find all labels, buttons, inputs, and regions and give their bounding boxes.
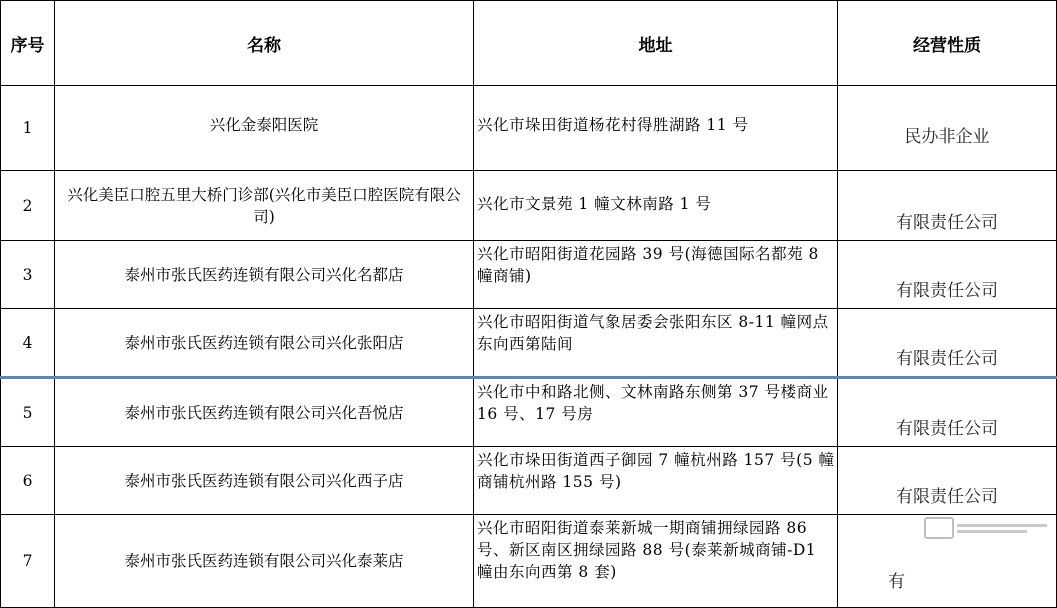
header-no: 序号	[1, 1, 55, 86]
cell-address: 兴化市昭阳街道花园路 39 号(海德国际名都苑 8 幢商铺)	[474, 241, 838, 309]
cell-address: 兴化市昭阳街道气象居委会张阳东区 8-11 幢网点东向西第陆间	[474, 309, 838, 378]
cell-type: 有限责任公司	[838, 171, 1057, 241]
cell-type: 有	[838, 515, 1057, 608]
cell-type: 有限责任公司	[838, 447, 1057, 515]
header-name: 名称	[55, 1, 474, 86]
watermark-text	[957, 524, 1047, 533]
table-row	[1, 86, 1057, 171]
cell-name: 兴化金泰阳医院	[55, 86, 474, 171]
cell-name: 泰州市张氏医药连锁有限公司兴化张阳店	[55, 309, 474, 378]
watermark-icon	[924, 517, 954, 539]
cell-address: 兴化市文景苑 1 幢文林南路 1 号	[474, 171, 838, 241]
cell-no: 5	[1, 378, 55, 447]
cell-name: 泰州市张氏医药连锁有限公司兴化吾悦店	[55, 378, 474, 447]
cell-type: 有限责任公司	[838, 241, 1057, 309]
cell-no: 1	[1, 86, 55, 171]
header-type: 经营性质	[838, 1, 1057, 86]
cell-type: 有限责任公司	[838, 378, 1057, 447]
cell-name: 泰州市张氏医药连锁有限公司兴化西子店	[55, 447, 474, 515]
cell-no: 4	[1, 309, 55, 378]
table-row	[1, 447, 1057, 515]
table-row	[1, 309, 1057, 378]
cell-address: 兴化市垛田街道西子御园 7 幢杭州路 157 号(5 幢商铺杭州路 155 号)	[474, 447, 838, 515]
cell-type: 有限责任公司	[838, 309, 1057, 378]
watermark-logo	[924, 517, 1047, 539]
header-row	[1, 1, 1057, 86]
cell-name: 泰州市张氏医药连锁有限公司兴化泰莱店	[55, 515, 474, 608]
table-row	[1, 241, 1057, 309]
header-address: 地址	[474, 1, 838, 86]
table-row	[1, 515, 1057, 608]
cell-address: 兴化市昭阳街道泰莱新城一期商铺拥绿园路 86 号、新区南区拥绿园路 88 号(泰莱新城商铺-D1 幢由东向西第 8 套)	[474, 515, 838, 608]
cell-type: 民办非企业	[838, 86, 1057, 171]
cell-name: 兴化美臣口腔五里大桥门诊部(兴化市美臣口腔医院有限公司)	[55, 171, 474, 241]
table-row	[1, 171, 1057, 241]
cell-address: 兴化市垛田街道杨花村得胜湖路 11 号	[474, 86, 838, 171]
cell-no: 6	[1, 447, 55, 515]
cell-name: 泰州市张氏医药连锁有限公司兴化名都店	[55, 241, 474, 309]
cell-address: 兴化市中和路北侧、文林南路东侧第 37 号楼商业 16 号、17 号房	[474, 378, 838, 447]
cell-no: 3	[1, 241, 55, 309]
cell-no: 2	[1, 171, 55, 241]
table-row	[1, 378, 1057, 447]
cell-no: 7	[1, 515, 55, 608]
